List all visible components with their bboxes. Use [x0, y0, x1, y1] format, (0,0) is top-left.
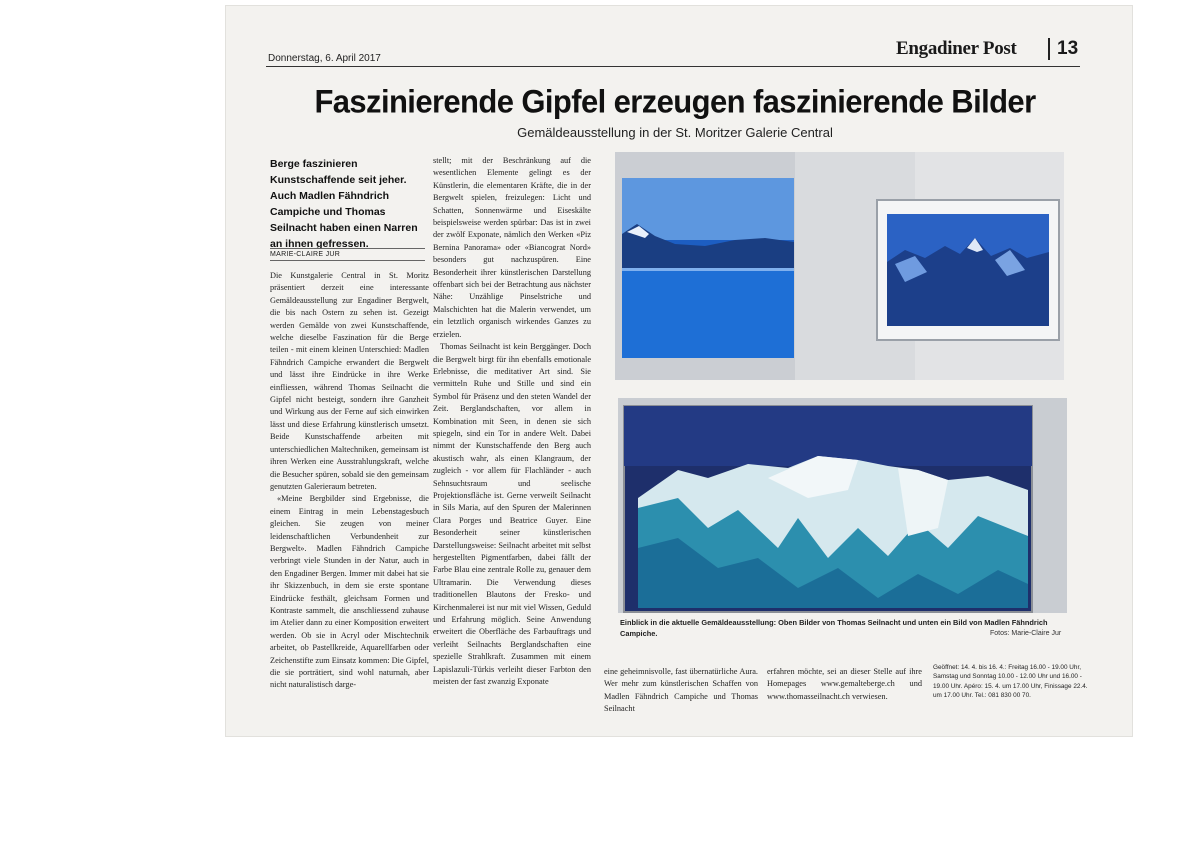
paragraph: Die Kunstgalerie Central in St. Moritz präsentiert derzeit eine interessante Gemäldeausstellung zur Engadiner Bergwelt, die bis nach Ostern zu sehen ist. Gezeigt werden Gemälde von zwei Kunstschaffende, welche dieselbe Faszination für die Berge teilen - mit einem kleinen Unterschied: Madlen Fähndrich Campiche erwandert die Bergwelt und lässt ihre Eindrücke in ihre Werke einfliessen, während Thomas Seilnacht die Gipfel nicht besteigt, sondern ihre Ganzheit und Wirkung aus der Ferne auf sich einwirken lässt und diese Erfahrung künstlerisch umsetzt. Beide Kunstschaffende arbeiten mit unterschiedlichen Maltechniken, gemeinsam ist ihren Werken eine Ausstrahlungskraft, welche die Besucher spüren, sobald sie den gemeinsam genutzten Galerieraum betreten. [270, 271, 429, 491]
text-column-2 [433, 155, 591, 688]
issue-date: Donnerstag, 6. April 2017 [268, 53, 381, 64]
page-number: 13 [1048, 38, 1078, 60]
text-column-3 [604, 666, 758, 716]
opening-hours-info: Geöffnet: 14. 4. bis 16. 4.: Freitag 16.00 - 19.00 Uhr, Samstag und Sonntag 10.00 - 12.00 Uhr und 16.00 - 19.00 Uhr. Apéro: 15. 4. um 17.00 Uhr, Finissage 22.4. um 17.00 Uhr. Tel.: 081 830 00 70. [933, 664, 1088, 700]
paragraph: «Meine Bergbilder sind Ergebnisse, die einem Eintrag in mein Lebenstagesbuch gleichen. Sie zeugen von meiner leidenschaftlichen Verbundenheit zur Bergwelt». Madlen Fähndrich Campiche verbringt viele Stunden in der Natur, auch in den Engadiner Bergen. Immer mit dabei hat sie ihr Skizzenbuch, in dem sie erste spontane Eindrücke festhält, gleichsam Formen und Kontraste sammelt, die anschliessend zuhause im Atelier dann zu einer Komposition erweitert werden. Ob sie in Acryl oder Mischtechnik arbeitet, ob Pastellkreide, Aquarellfarben oder Zeichenstifte zum Einsatz kommen: Die Gipfel, die sie porträtiert, sind wohl naturnah, aber nicht naturalistisch darge- [270, 494, 429, 690]
paragraph: Thomas Seilnacht ist kein Berggänger. Doch die Bergwelt birgt für ihn ebenfalls emotionale Erlebnisse, die meditativer Art sind. Sie vermitteln Ruhe und Stille und sind ein Symbol für Präsenz und den steten Wandel der Zeit. Berglandschaften, vor allem in Kombination mit Seen, in denen sie sich spiegeln, sind ein Tor in andere Welt. Dabei nimmt der Kunstschaffende den Berg auch akustisch wahr, als einen Klangraum, der zugleich - vor allem für Flachländer - auch Sehnsuchtsraum und seelische Projektionsfläche ist. Gerne verweilt Seilnacht in Sils Maria, auf den Spuren der Malerinnen Clara Porges und Beatrice Guyer. Eine Besonderheit seiner künstlerischen Darstellungsweise: Seilnacht arbeitet mit selbst hergestellten Pigmentfarben, dabei fällt der Farbe Blau eine zentrale Rolle zu, genauer dem Ultramarin. Die Verwendung dieses traditionellen Blautons der Fresko- und Kirchenmalerei ist nur mit viel Wissen, Geduld und Erfahrung möglich. Seine Anwendung erweitert die Oberfläche des Farbauftrags und verleiht Seilnachts Berglandschaften eine spezielle Strahlkraft. Zusammen mit einem Lapislazuli-Türkis verleiht dieser Farbton den meisten der fast zwanzig Exponate [433, 342, 591, 687]
photo-credit: Fotos: Marie-Claire Jur [990, 630, 1062, 637]
paragraph: stellt; mit der Beschränkung auf die wesentlichen Elemente gelingt es der Künstlerin, die elementaren Kräfte, die in der Bergwelt spielen, freizulegen: Licht und Schatten, Sonnenwärme und Eiseskälte beispielsweise werden spürbar: Das ist in zwei der zwölf Exponate, nämlich den Werken «Piz Bernina Panorama» oder «Biancograt Nord» besonders gut nachzuspüren. Eine Besonderheit ihrer künstlerischen Darstellung offenbart sich bei der Betrachtung aus nächster Nähe: Unzählige Pinselstriche und Malschichten hat die Malerin verwendet, um ein letztlich organisch wirkendes Ganzes zu erzielen. [433, 156, 591, 339]
photo-caption: Einblick in die aktuelle Gemäldeausstellung: Oben Bilder von Thomas Seilnacht und unten ein Bild von Madlen Fähndrich Campiche. [620, 618, 1048, 639]
header-rule [266, 66, 1080, 67]
article-author: MARIE-CLAIRE JUR [270, 248, 425, 261]
painting-mountains-framed [877, 200, 1059, 340]
painting-glacier [624, 406, 1032, 612]
paragraph: eine geheimnisvolle, fast übernatürliche Aura. Wer mehr zum künstlerischen Schaffen von Madlen Fähndrich Campiche und Thomas Seilnacht [604, 667, 758, 714]
article-headline: Faszinierende Gipfel erzeugen faszinierende Bilder [314, 83, 1036, 120]
masthead-logo: Engadiner Post [896, 38, 1017, 59]
paragraph: erfahren möchte, sei an dieser Stelle auf ihre Homepages www.gemalteberge.ch und www.thomasseilnacht.ch verwiesen. [767, 667, 922, 701]
text-column-4 [767, 666, 922, 703]
gallery-photo-top [615, 152, 1064, 380]
text-column-1 [270, 270, 429, 692]
article-subheadline: Gemäldeausstellung in der St. Moritzer Galerie Central [517, 125, 833, 140]
gallery-photo-bottom [618, 398, 1067, 613]
article-lead: Berge faszinieren Kunstschaffende seit jeher. Auch Madlen Fähndrich Campiche und Thomas Seilnacht haben einen Narren an ihnen gefressen. [270, 158, 418, 250]
painting-lake [622, 178, 794, 358]
